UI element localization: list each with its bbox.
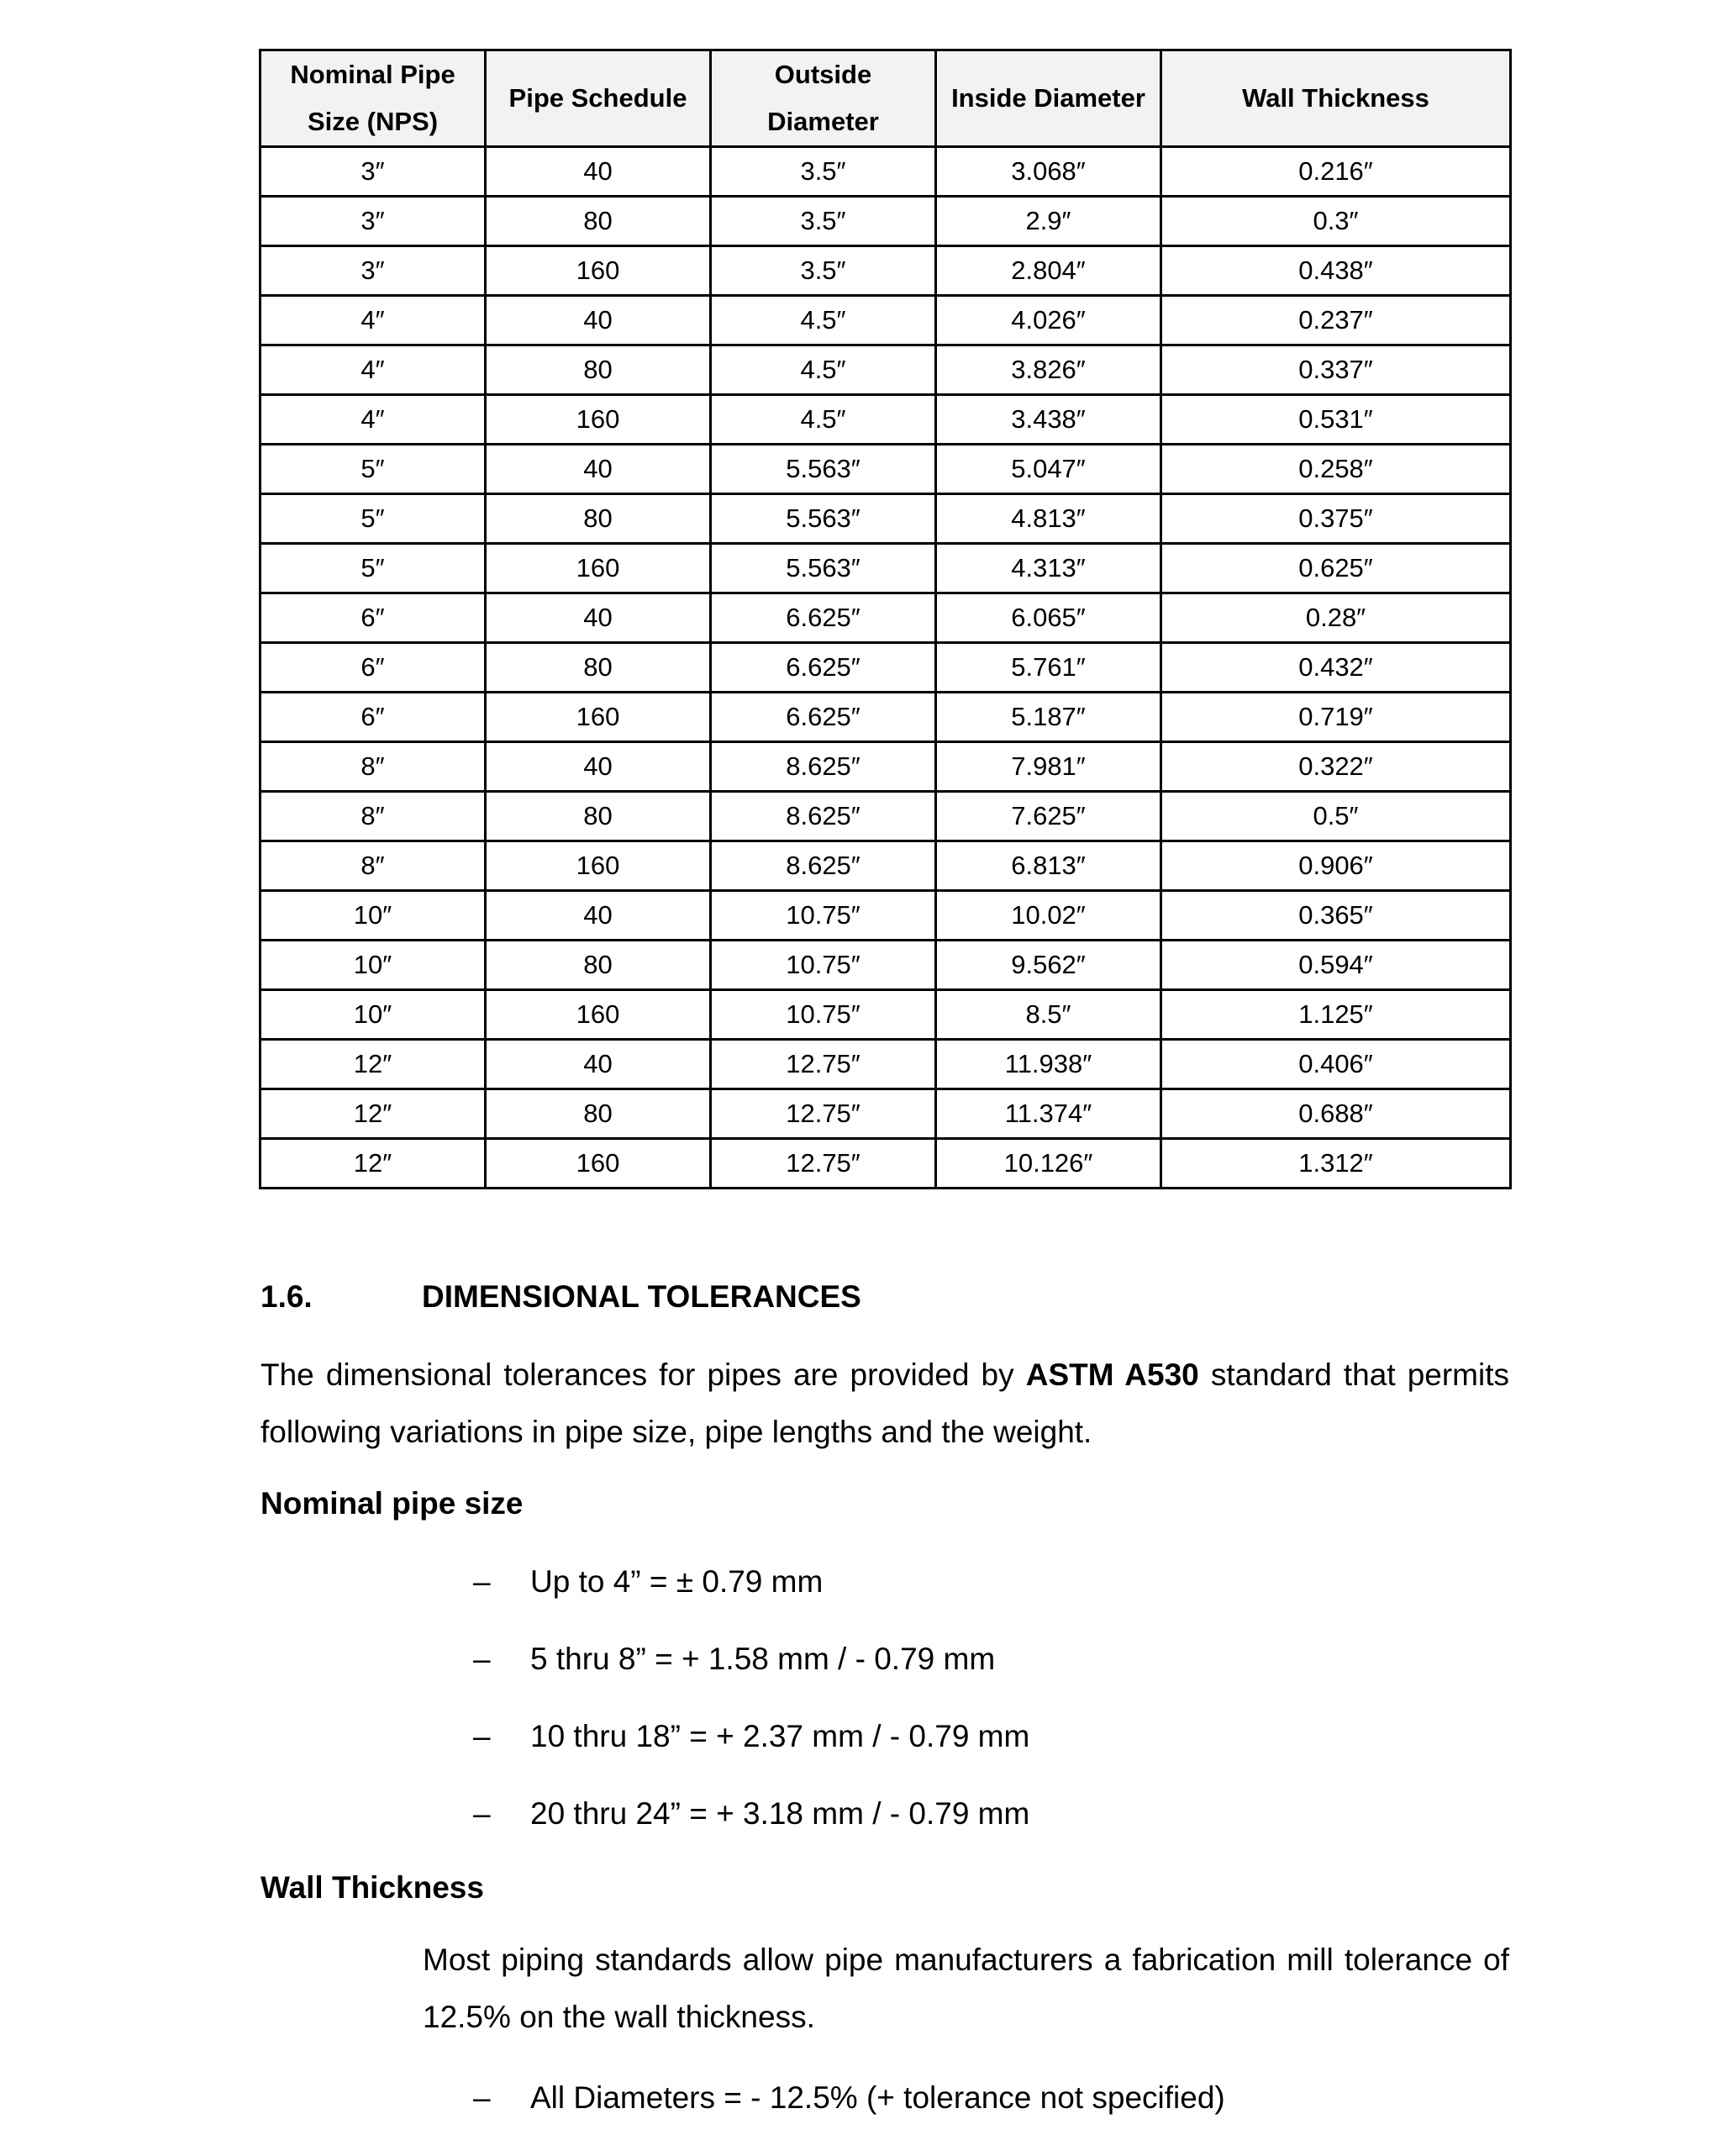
table-row (261, 941, 1511, 990)
cell-nps: 12″ (261, 1089, 486, 1139)
cell-wall-thickness: 0.237″ (1161, 296, 1511, 345)
table-row (261, 693, 1511, 742)
cell-wall-thickness: 0.28″ (1161, 593, 1511, 643)
cell-inside-diameter: 5.047″ (936, 445, 1161, 494)
cell-wall-thickness: 0.3″ (1161, 197, 1511, 246)
list-item (473, 1640, 1029, 1717)
cell-outside-diameter: 12.75″ (711, 1040, 936, 1089)
cell-nps: 10″ (261, 990, 486, 1040)
table-row (261, 445, 1511, 494)
list-item (473, 1717, 1029, 1795)
dash-marker: – (473, 2080, 491, 2115)
header-outside-diameter (711, 50, 936, 147)
cell-wall-thickness: 0.322″ (1161, 742, 1511, 792)
cell-outside-diameter: 5.563″ (711, 445, 936, 494)
cell-inside-diameter: 2.9″ (936, 197, 1161, 246)
cell-schedule: 80 (486, 1089, 711, 1139)
cell-nps: 10″ (261, 891, 486, 941)
cell-inside-diameter: 8.5″ (936, 990, 1161, 1040)
table-row (261, 643, 1511, 693)
cell-inside-diameter: 3.438″ (936, 395, 1161, 445)
cell-schedule: 160 (486, 395, 711, 445)
cell-nps: 8″ (261, 841, 486, 891)
table-row (261, 197, 1511, 246)
cell-inside-diameter: 3.068″ (936, 147, 1161, 197)
dash-marker: – (473, 1564, 491, 1599)
cell-schedule: 160 (486, 246, 711, 296)
cell-inside-diameter: 4.026″ (936, 296, 1161, 345)
header-schedule (486, 50, 711, 147)
header-wall-thickness (1161, 50, 1511, 147)
cell-outside-diameter: 3.5″ (711, 147, 936, 197)
header-nps-line1: Nominal Pipe (290, 60, 455, 89)
section-heading (261, 1279, 861, 1315)
intro-text-end: standard that permits following variations in pipe size, pipe lengths and the weight. (261, 1357, 1509, 1449)
wall-thickness-heading: Wall Thickness (261, 1870, 484, 1905)
list-item-text: 20 thru 24” = + 3.18 mm / - 0.79 mm (530, 1796, 1030, 1831)
section-number: 1.6. (261, 1279, 313, 1314)
table-row (261, 990, 1511, 1040)
cell-inside-diameter: 6.813″ (936, 841, 1161, 891)
table-row (261, 1139, 1511, 1189)
cell-wall-thickness: 0.432″ (1161, 643, 1511, 693)
cell-inside-diameter: 4.313″ (936, 544, 1161, 593)
cell-inside-diameter: 4.813″ (936, 494, 1161, 544)
cell-schedule: 40 (486, 1040, 711, 1089)
cell-nps: 6″ (261, 693, 486, 742)
cell-schedule: 160 (486, 841, 711, 891)
cell-inside-diameter: 2.804″ (936, 246, 1161, 296)
cell-schedule: 40 (486, 147, 711, 197)
cell-wall-thickness: 1.125″ (1161, 990, 1511, 1040)
cell-outside-diameter: 5.563″ (711, 494, 936, 544)
cell-wall-thickness: 0.531″ (1161, 395, 1511, 445)
cell-wall-thickness: 0.216″ (1161, 147, 1511, 197)
list-item-text: 10 thru 18” = + 2.37 mm / - 0.79 mm (530, 1719, 1030, 1753)
cell-schedule: 40 (486, 593, 711, 643)
cell-outside-diameter: 4.5″ (711, 345, 936, 395)
cell-wall-thickness: 0.5″ (1161, 792, 1511, 841)
wall-thickness-tolerance-list (473, 2079, 1225, 2156)
cell-schedule: 160 (486, 990, 711, 1040)
cell-wall-thickness: 0.906″ (1161, 841, 1511, 891)
cell-inside-diameter: 5.761″ (936, 643, 1161, 693)
standard-name: ASTM A530 (1025, 1357, 1199, 1392)
cell-inside-diameter: 10.126″ (936, 1139, 1161, 1189)
list-item-text: Up to 4” = ± 0.79 mm (530, 1564, 824, 1599)
cell-schedule: 80 (486, 643, 711, 693)
cell-nps: 12″ (261, 1040, 486, 1089)
section-title: DIMENSIONAL TOLERANCES (422, 1279, 861, 1314)
cell-nps: 3″ (261, 147, 486, 197)
cell-wall-thickness: 0.365″ (1161, 891, 1511, 941)
cell-outside-diameter: 3.5″ (711, 197, 936, 246)
table-row (261, 395, 1511, 445)
table-row (261, 296, 1511, 345)
cell-nps: 4″ (261, 395, 486, 445)
cell-wall-thickness: 0.719″ (1161, 693, 1511, 742)
cell-inside-diameter: 11.374″ (936, 1089, 1161, 1139)
cell-schedule: 80 (486, 197, 711, 246)
cell-schedule: 80 (486, 941, 711, 990)
dash-marker: – (473, 1642, 491, 1676)
cell-schedule: 80 (486, 494, 711, 544)
list-item (473, 2079, 1225, 2156)
cell-outside-diameter: 10.75″ (711, 891, 936, 941)
cell-nps: 5″ (261, 494, 486, 544)
cell-wall-thickness: 0.258″ (1161, 445, 1511, 494)
cell-outside-diameter: 6.625″ (711, 643, 936, 693)
nominal-size-tolerance-list (473, 1563, 1029, 1872)
cell-nps: 10″ (261, 941, 486, 990)
list-item (473, 1795, 1029, 1872)
header-wt-label: Wall Thickness (1242, 83, 1429, 113)
nominal-pipe-size-heading: Nominal pipe size (261, 1486, 524, 1521)
table-row (261, 841, 1511, 891)
cell-nps: 6″ (261, 593, 486, 643)
cell-schedule: 160 (486, 544, 711, 593)
cell-outside-diameter: 4.5″ (711, 395, 936, 445)
cell-inside-diameter: 9.562″ (936, 941, 1161, 990)
table-row (261, 494, 1511, 544)
header-inside-diameter (936, 50, 1161, 147)
cell-schedule: 80 (486, 792, 711, 841)
table-row (261, 891, 1511, 941)
cell-wall-thickness: 0.688″ (1161, 1089, 1511, 1139)
cell-schedule: 160 (486, 693, 711, 742)
cell-schedule: 40 (486, 296, 711, 345)
table-row (261, 544, 1511, 593)
dash-marker: – (473, 1796, 491, 1831)
cell-nps: 4″ (261, 345, 486, 395)
cell-outside-diameter: 3.5″ (711, 246, 936, 296)
cell-nps: 3″ (261, 246, 486, 296)
cell-schedule: 80 (486, 345, 711, 395)
cell-nps: 12″ (261, 1139, 486, 1189)
table-row (261, 147, 1511, 197)
cell-nps: 8″ (261, 742, 486, 792)
list-item-text: 5 thru 8” = + 1.58 mm / - 0.79 mm (530, 1642, 996, 1676)
cell-outside-diameter: 10.75″ (711, 990, 936, 1040)
header-od-line1: Outside (774, 60, 872, 89)
wall-thickness-paragraph: Most piping standards allow pipe manufacturers a fabrication mill tolerance of 12.5% on the wall thickness. (423, 1943, 1509, 2034)
cell-outside-diameter: 4.5″ (711, 296, 936, 345)
intro-text-start: The dimensional tolerances for pipes are provided by (261, 1357, 1026, 1392)
cell-wall-thickness: 0.438″ (1161, 246, 1511, 296)
cell-outside-diameter: 12.75″ (711, 1139, 936, 1189)
table-row (261, 792, 1511, 841)
header-nps (261, 50, 486, 147)
table-row (261, 742, 1511, 792)
header-id-label: Inside Diameter (951, 83, 1145, 113)
table-row (261, 1089, 1511, 1139)
header-nps-line2: Size (NPS) (307, 107, 439, 136)
list-item (473, 1563, 1029, 1640)
intro-paragraph (261, 1347, 1509, 1461)
cell-nps: 3″ (261, 197, 486, 246)
cell-schedule: 40 (486, 445, 711, 494)
cell-inside-diameter: 6.065″ (936, 593, 1161, 643)
cell-nps: 8″ (261, 792, 486, 841)
cell-inside-diameter: 10.02″ (936, 891, 1161, 941)
table-row (261, 1040, 1511, 1089)
cell-schedule: 40 (486, 742, 711, 792)
cell-wall-thickness: 0.337″ (1161, 345, 1511, 395)
cell-outside-diameter: 8.625″ (711, 841, 936, 891)
table-body (261, 147, 1511, 1189)
table-header-row (261, 50, 1511, 147)
cell-schedule: 40 (486, 891, 711, 941)
cell-wall-thickness: 1.312″ (1161, 1139, 1511, 1189)
cell-outside-diameter: 6.625″ (711, 693, 936, 742)
header-schedule-label: Pipe Schedule (508, 83, 687, 113)
header-od-line2: Diameter (767, 107, 879, 136)
table-row (261, 246, 1511, 296)
cell-outside-diameter: 5.563″ (711, 544, 936, 593)
dash-marker: – (473, 1719, 491, 1753)
cell-wall-thickness: 0.594″ (1161, 941, 1511, 990)
cell-inside-diameter: 7.625″ (936, 792, 1161, 841)
cell-inside-diameter: 3.826″ (936, 345, 1161, 395)
cell-wall-thickness: 0.625″ (1161, 544, 1511, 593)
cell-outside-diameter: 12.75″ (711, 1089, 936, 1139)
cell-nps: 5″ (261, 445, 486, 494)
cell-wall-thickness: 0.375″ (1161, 494, 1511, 544)
cell-inside-diameter: 11.938″ (936, 1040, 1161, 1089)
table-row (261, 345, 1511, 395)
cell-outside-diameter: 6.625″ (711, 593, 936, 643)
cell-inside-diameter: 7.981″ (936, 742, 1161, 792)
cell-nps: 4″ (261, 296, 486, 345)
table-row (261, 593, 1511, 643)
list-item-text: All Diameters = - 12.5% (+ tolerance not specified) (530, 2080, 1225, 2115)
cell-schedule: 160 (486, 1139, 711, 1189)
cell-wall-thickness: 0.406″ (1161, 1040, 1511, 1089)
cell-outside-diameter: 10.75″ (711, 941, 936, 990)
cell-nps: 5″ (261, 544, 486, 593)
cell-outside-diameter: 8.625″ (711, 742, 936, 792)
cell-nps: 6″ (261, 643, 486, 693)
cell-inside-diameter: 5.187″ (936, 693, 1161, 742)
pipe-schedule-table (259, 49, 1512, 1189)
cell-outside-diameter: 8.625″ (711, 792, 936, 841)
